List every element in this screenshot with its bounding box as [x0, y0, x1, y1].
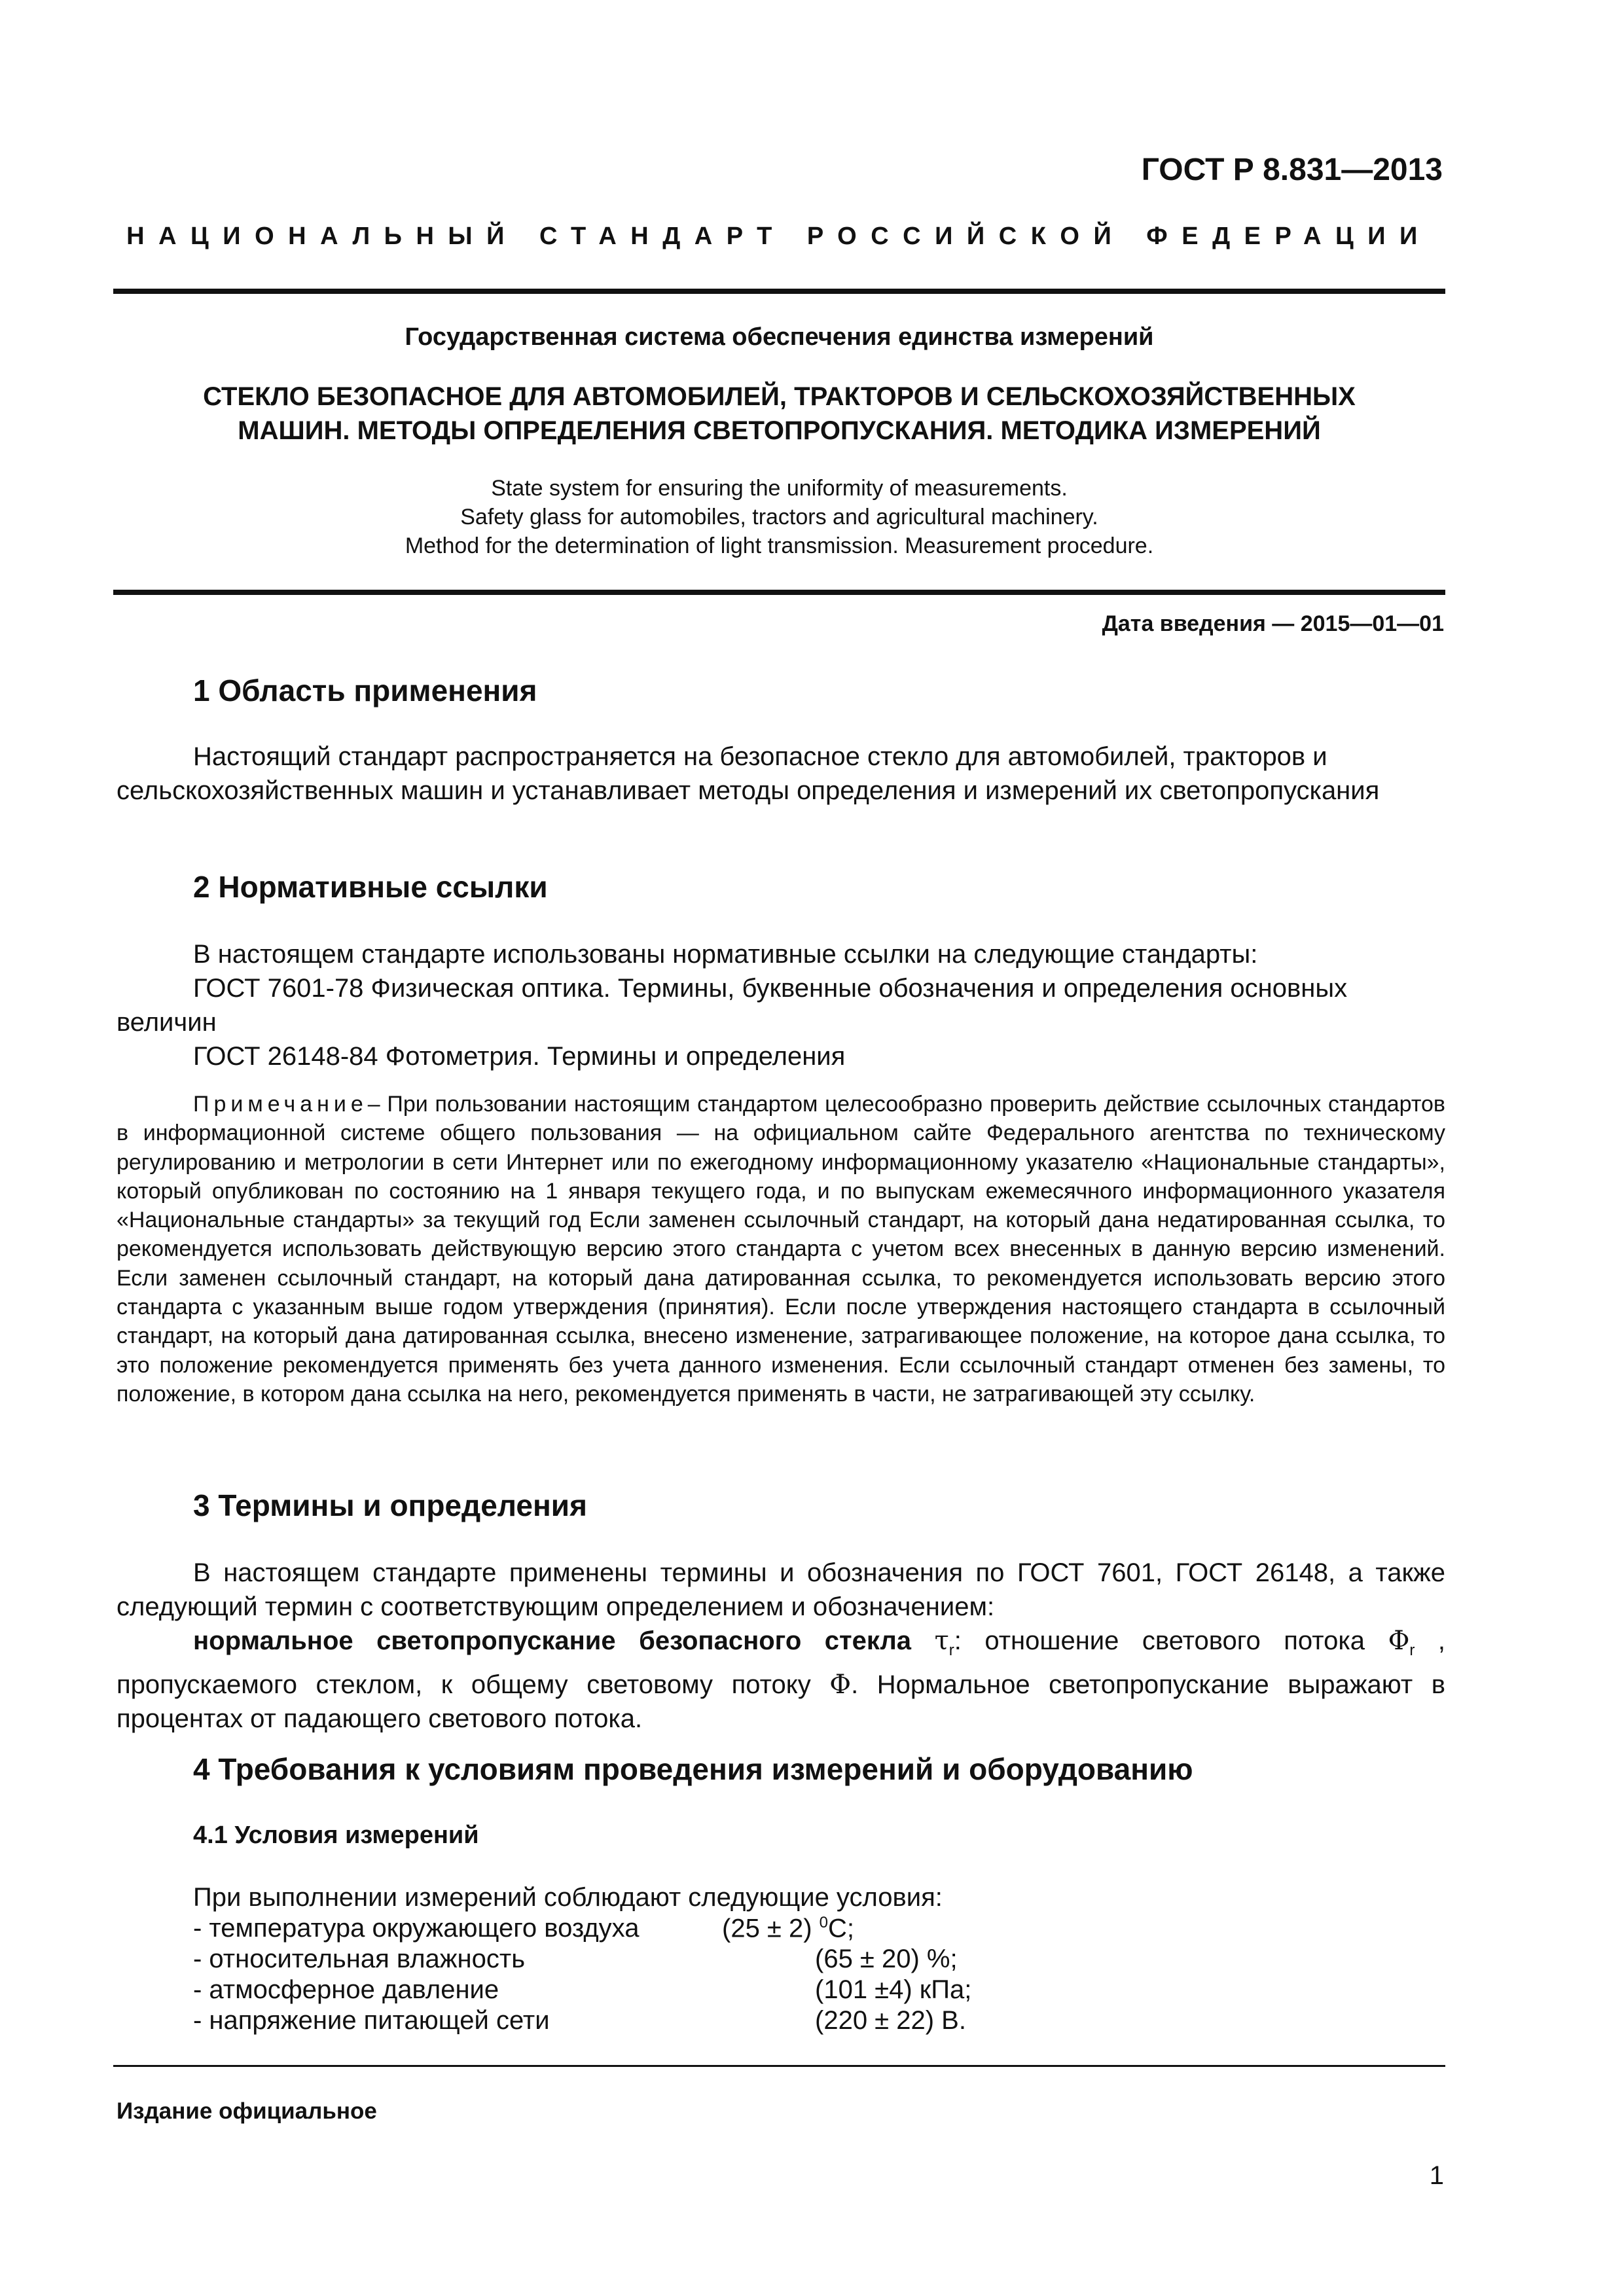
definition-text: , пропускаемого стеклом, к общему световому потоку: [117, 1626, 1445, 1699]
official-edition-label: Издание официальное: [117, 2098, 377, 2124]
condition-value: (101 ±4) кПа;: [815, 1975, 972, 2004]
condition-unit: С;: [828, 1914, 855, 1943]
tau-symbol: τ: [934, 1626, 949, 1656]
reference-item: ГОСТ 26148-84 Фотометрия. Термины и определения: [193, 1042, 846, 1071]
paragraph: Настоящий стандарт распространяется на безопасное стекло для автомобилей, тракторов и сельскохозяйственных машин и устанавливает методы определения и измерений их светопропускания: [117, 742, 1380, 805]
subsection-heading-conditions: 4.1 Условия измерений: [193, 1821, 479, 1849]
english-title-line: Method for the determination of light transmission. Measurement procedure.: [405, 533, 1154, 558]
section-heading-requirements: 4 Требования к условиям проведения измерений и оборудованию: [193, 1752, 1193, 1786]
condition-value: (65 ± 20) %;: [815, 1945, 958, 1973]
definition-text: : отношение светового потока: [954, 1626, 1388, 1655]
english-title: [113, 474, 1445, 560]
introduction-date: Дата введения — 2015—01—01: [1102, 611, 1444, 636]
subscript-r: r: [1409, 1641, 1415, 1659]
section-body-terms: [117, 1556, 1445, 1736]
section-heading-terms: 3 Термины и определения: [193, 1488, 587, 1522]
document-number: ГОСТ Р 8.831—2013: [1141, 152, 1443, 187]
condition-value: [722, 1914, 854, 1943]
page-number: 1: [1429, 2161, 1444, 2190]
definition-text: . Нормальное светопропускание выражают в процентах от падающего светового потока.: [117, 1670, 1445, 1733]
document-title-line: МАШИН. МЕТОДЫ ОПРЕДЕЛЕНИЯ СВЕТОПРОПУСКАНИЯ. МЕТОДИКА ИЗМЕРЕНИЙ: [238, 416, 1321, 445]
conditions-intro: При выполнении измерений соблюдают следующие условия:: [193, 1883, 943, 1912]
footer-rule: [113, 2065, 1445, 2067]
note-label: Примечание: [193, 1092, 368, 1117]
condition-label: - температура окружающего воздуха: [193, 1914, 640, 1943]
note-block: [117, 1090, 1445, 1408]
system-title: Государственная система обеспечения единства измерений: [405, 323, 1154, 351]
title-rule: [113, 590, 1445, 595]
phi-symbol: Φ: [1388, 1626, 1410, 1656]
condition-value: (220 ± 22) В.: [815, 2006, 966, 2035]
paragraph: В настоящем стандарте использованы нормативные ссылки на следующие стандарты:: [193, 940, 1258, 969]
national-standard-banner: НАЦИОНАЛЬНЫЙ СТАНДАРТ РОССИЙСКОЙ ФЕДЕРАЦИИ: [126, 223, 1432, 250]
condition-value-number: (25 ± 2): [722, 1914, 820, 1943]
section-heading-scope: 1 Область применения: [193, 673, 537, 708]
section-body-scope: [117, 740, 1445, 808]
term-definition: [117, 1624, 1445, 1736]
document-title: [113, 380, 1445, 448]
english-title-line: Safety glass for automobiles, tractors and agricultural machinery.: [460, 505, 1098, 529]
phi-symbol: Φ: [829, 1670, 852, 1700]
document-title-line: СТЕКЛО БЕЗОПАСНОЕ ДЛЯ АВТОМОБИЛЕЙ, ТРАКТОРОВ И СЕЛЬСКОХОЗЯЙСТВЕННЫХ: [203, 382, 1356, 411]
section-body-references: [117, 937, 1445, 1073]
condition-label: - относительная влажность: [193, 1945, 526, 1973]
condition-label: - напряжение питающей сети: [193, 2006, 550, 2035]
term-name: нормальное светопропускание безопасного стекла: [193, 1626, 912, 1655]
subscript-r: r: [948, 1641, 954, 1659]
paragraph: В настоящем стандарте применены термины и обозначения по ГОСТ 7601, ГОСТ 26148, а также следующий термин с соответствующим определением и обозначением:: [117, 1558, 1445, 1621]
section-heading-references: 2 Нормативные ссылки: [193, 870, 548, 904]
degree-superscript: 0: [819, 1914, 829, 1931]
english-title-line: State system for ensuring the uniformity of measurements.: [491, 476, 1068, 501]
note-text: – При пользовании настоящим стандартом целесообразно проверить действие ссылочных стандартов в информационной системе общего пользования — на официальном сайте Федерального агентства по техническому регулированию и метрологии в сети Интернет или по ежегодному информационному указателю «Национальные стандарты», который опубликован по состоянию на 1 января текущего года, и по выпускам ежемесячного информационного указателя «Национальные стандарты» за текущий год Если заменен ссылочный стандарт, на который дана недатированная ссылка, то рекомендуется использовать действующую версию этого стандарта с учетом всех внесенных в данную версию изменений. Если заменен ссылочный стандарт, на который дана датированная ссылка, то рекомендуется использовать версию этого стандарта с указанным выше годом утверждения (принятия). Если после утверждения настоящего стандарта в ссылочный стандарт, на который дана датированная ссылка, внесено изменение, затрагивающее положение, на которое дана ссылка, то это положение рекомендуется применять без учета данного изменения. Если ссылочный стандарт отменен без замены, то положение, в котором дана ссылка на него, рекомендуется применять в части, не затрагивающей эту ссылку.: [117, 1092, 1445, 1407]
header-rule: [113, 289, 1445, 294]
condition-label: - атмосферное давление: [193, 1975, 499, 2004]
reference-item: ГОСТ 7601-78 Физическая оптика. Термины, буквенные обозначения и определения основных величин: [117, 974, 1348, 1037]
